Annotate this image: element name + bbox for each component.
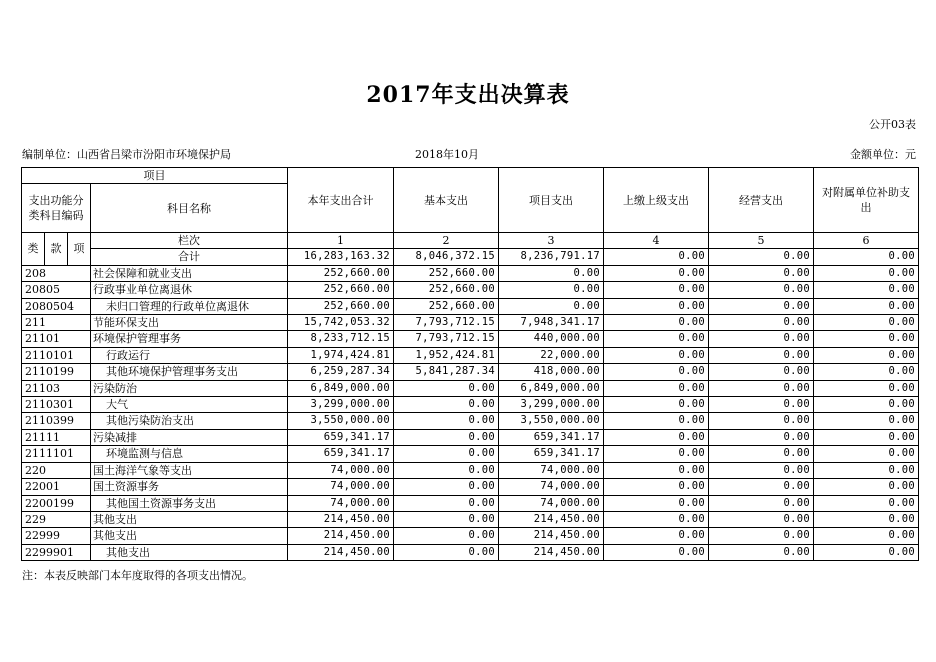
row-value: 0.00 (814, 429, 919, 445)
row-value: 252,660.00 (394, 265, 499, 281)
total-value: 16,283,163.32 (288, 249, 394, 265)
row-value: 659,341.17 (288, 446, 394, 462)
row-value: 6,849,000.00 (499, 380, 604, 396)
row-code: 220 (22, 462, 91, 478)
table-row (22, 413, 919, 429)
row-value: 0.00 (814, 315, 919, 331)
table-row (22, 315, 919, 331)
row-value: 0.00 (814, 282, 919, 298)
row-value: 0.00 (394, 429, 499, 445)
row-subject-name: 节能环保支出 (91, 315, 288, 331)
row-value: 0.00 (604, 544, 709, 560)
row-value: 0.00 (709, 265, 814, 281)
row-value: 0.00 (394, 462, 499, 478)
row-value: 0.00 (814, 265, 919, 281)
row-value: 0.00 (709, 282, 814, 298)
row-value: 8,233,712.15 (288, 331, 394, 347)
row-value: 0.00 (709, 495, 814, 511)
header-col-6: 对附属单位补助支出 (814, 168, 919, 233)
row-value: 0.00 (814, 364, 919, 380)
row-value: 252,660.00 (288, 282, 394, 298)
row-value: 214,450.00 (288, 544, 394, 560)
row-subject-name: 污染防治 (91, 380, 288, 396)
header-lei: 类 (22, 233, 45, 266)
row-value: 74,000.00 (499, 479, 604, 495)
row-code: 21101 (22, 331, 91, 347)
row-value: 7,948,341.17 (499, 315, 604, 331)
header-col-1: 本年支出合计 (288, 168, 394, 233)
row-subject-name: 其他环境保护管理事务支出 (91, 364, 288, 380)
row-value: 214,450.00 (499, 528, 604, 544)
row-code: 20805 (22, 282, 91, 298)
row-value: 0.00 (709, 429, 814, 445)
row-value: 0.00 (814, 462, 919, 478)
row-value: 0.00 (604, 429, 709, 445)
row-value: 0.00 (604, 380, 709, 396)
col-num-1: 1 (288, 233, 394, 249)
row-value: 0.00 (709, 413, 814, 429)
row-value: 74,000.00 (499, 495, 604, 511)
row-value: 7,793,712.15 (394, 331, 499, 347)
row-value: 0.00 (604, 265, 709, 281)
row-value: 0.00 (604, 495, 709, 511)
row-code: 2110101 (22, 347, 91, 363)
total-value: 8,236,791.17 (499, 249, 604, 265)
table-row (22, 446, 919, 462)
header-col-2: 基本支出 (394, 168, 499, 233)
row-code: 21103 (22, 380, 91, 396)
row-subject-name: 大气 (91, 397, 288, 413)
row-value: 15,742,053.32 (288, 315, 394, 331)
col-num-4: 4 (604, 233, 709, 249)
row-subject-name: 其他支出 (91, 528, 288, 544)
header-row-1 (22, 168, 919, 184)
row-value: 214,450.00 (288, 511, 394, 527)
total-row (22, 249, 919, 265)
row-value: 0.00 (499, 265, 604, 281)
row-value: 0.00 (394, 544, 499, 560)
row-subject-name: 其他污染防治支出 (91, 413, 288, 429)
row-code: 2200199 (22, 495, 91, 511)
table-row (22, 462, 919, 478)
row-value: 0.00 (604, 462, 709, 478)
row-subject-name: 社会保障和就业支出 (91, 265, 288, 281)
row-value: 0.00 (709, 315, 814, 331)
row-value: 6,259,287.34 (288, 364, 394, 380)
row-value: 0.00 (814, 331, 919, 347)
row-value: 0.00 (814, 495, 919, 511)
header-col-4: 上缴上级支出 (604, 168, 709, 233)
row-value: 0.00 (709, 331, 814, 347)
row-value: 0.00 (394, 528, 499, 544)
row-value: 0.00 (604, 528, 709, 544)
row-subject-name: 未归口管理的行政单位离退休 (91, 298, 288, 314)
table-row (22, 397, 919, 413)
form-number: 公开03表 (869, 118, 916, 131)
row-subject-name: 行政事业单位离退休 (91, 282, 288, 298)
total-value: 0.00 (709, 249, 814, 265)
row-value: 0.00 (604, 282, 709, 298)
row-value: 0.00 (604, 413, 709, 429)
row-value: 0.00 (814, 511, 919, 527)
table-row (22, 495, 919, 511)
table-row (22, 511, 919, 527)
row-value: 0.00 (604, 511, 709, 527)
table-row (22, 380, 919, 396)
header-kuan: 款 (45, 233, 68, 266)
total-value: 0.00 (814, 249, 919, 265)
row-value: 0.00 (814, 413, 919, 429)
row-value: 0.00 (709, 347, 814, 363)
row-value: 0.00 (814, 397, 919, 413)
row-value: 5,841,287.34 (394, 364, 499, 380)
row-code: 2110199 (22, 364, 91, 380)
row-code: 22001 (22, 479, 91, 495)
row-value: 0.00 (394, 413, 499, 429)
table-row (22, 298, 919, 314)
row-subject-name: 污染减排 (91, 429, 288, 445)
row-subject-name: 其他支出 (91, 511, 288, 527)
row-value: 252,660.00 (288, 265, 394, 281)
row-code: 22999 (22, 528, 91, 544)
row-value: 0.00 (604, 298, 709, 314)
row-code: 21111 (22, 429, 91, 445)
row-value: 252,660.00 (288, 298, 394, 314)
row-value: 3,299,000.00 (499, 397, 604, 413)
row-value: 0.00 (604, 479, 709, 495)
row-value: 0.00 (394, 397, 499, 413)
total-value: 8,046,372.15 (394, 249, 499, 265)
row-value: 0.00 (709, 528, 814, 544)
row-value: 659,341.17 (499, 446, 604, 462)
row-value: 0.00 (709, 380, 814, 396)
row-code: 2111101 (22, 446, 91, 462)
page-title: 2017年支出决算表 (366, 82, 570, 108)
header-col-3: 项目支出 (499, 168, 604, 233)
row-value: 214,450.00 (499, 511, 604, 527)
row-value: 0.00 (814, 544, 919, 560)
footnote: 注：本表反映部门本年度取得的各项支出情况。 (22, 569, 253, 582)
row-value: 1,952,424.81 (394, 347, 499, 363)
row-code: 208 (22, 265, 91, 281)
row-value: 3,299,000.00 (288, 397, 394, 413)
total-label: 合计 (91, 249, 288, 265)
row-value: 1,974,424.81 (288, 347, 394, 363)
row-value: 659,341.17 (288, 429, 394, 445)
row-code: 2299901 (22, 544, 91, 560)
row-subject-name: 国土资源事务 (91, 479, 288, 495)
column-number-row (22, 233, 919, 249)
header-xiang: 项 (68, 233, 91, 266)
row-subject-name: 行政运行 (91, 347, 288, 363)
row-value: 74,000.00 (288, 495, 394, 511)
expenditure-table (21, 167, 919, 561)
row-value: 0.00 (499, 298, 604, 314)
table-row (22, 265, 919, 281)
row-value: 0.00 (709, 544, 814, 560)
row-subject-name: 环境保护管理事务 (91, 331, 288, 347)
row-value: 7,793,712.15 (394, 315, 499, 331)
row-code: 229 (22, 511, 91, 527)
row-value: 0.00 (394, 479, 499, 495)
row-value: 0.00 (499, 282, 604, 298)
row-subject-name: 其他国土资源事务支出 (91, 495, 288, 511)
row-subject-name: 环境监测与信息 (91, 446, 288, 462)
header-project: 项目 (22, 168, 288, 184)
row-value: 0.00 (709, 462, 814, 478)
row-value: 0.00 (394, 511, 499, 527)
row-code: 2110399 (22, 413, 91, 429)
header-func-code: 支出功能分类科目编码 (22, 184, 91, 233)
lanci-label: 栏次 (91, 233, 288, 249)
row-value: 0.00 (709, 364, 814, 380)
row-subject-name: 其他支出 (91, 544, 288, 560)
row-value: 0.00 (814, 347, 919, 363)
row-value: 6,849,000.00 (288, 380, 394, 396)
row-value: 0.00 (709, 298, 814, 314)
row-code: 2080504 (22, 298, 91, 314)
row-value: 0.00 (604, 347, 709, 363)
report-date: 2018年10月 (415, 148, 479, 161)
header-subject-name: 科目名称 (91, 184, 288, 233)
row-value: 440,000.00 (499, 331, 604, 347)
row-value: 3,550,000.00 (288, 413, 394, 429)
row-value: 214,450.00 (499, 544, 604, 560)
row-value: 0.00 (709, 397, 814, 413)
header-col-5: 经营支出 (709, 168, 814, 233)
row-value: 0.00 (604, 331, 709, 347)
row-value: 74,000.00 (499, 462, 604, 478)
table-row (22, 528, 919, 544)
row-value: 0.00 (814, 380, 919, 396)
row-value: 0.00 (814, 528, 919, 544)
row-subject-name: 国土海洋气象等支出 (91, 462, 288, 478)
row-value: 0.00 (394, 495, 499, 511)
table-row (22, 282, 919, 298)
row-value: 3,550,000.00 (499, 413, 604, 429)
row-value: 0.00 (814, 479, 919, 495)
row-value: 252,660.00 (394, 298, 499, 314)
reporting-unit: 编制单位：山西省吕梁市汾阳市环境保护局 (22, 148, 231, 161)
row-value: 0.00 (604, 315, 709, 331)
row-value: 659,341.17 (499, 429, 604, 445)
row-value: 0.00 (604, 364, 709, 380)
col-num-3: 3 (499, 233, 604, 249)
row-value: 214,450.00 (288, 528, 394, 544)
row-value: 0.00 (709, 479, 814, 495)
row-code: 2110301 (22, 397, 91, 413)
row-value: 0.00 (604, 446, 709, 462)
table-row (22, 331, 919, 347)
row-value: 74,000.00 (288, 479, 394, 495)
row-value: 0.00 (709, 446, 814, 462)
row-value: 74,000.00 (288, 462, 394, 478)
col-num-2: 2 (394, 233, 499, 249)
table-row (22, 544, 919, 560)
row-value: 0.00 (814, 298, 919, 314)
table-row (22, 347, 919, 363)
table-row (22, 429, 919, 445)
row-value: 0.00 (814, 446, 919, 462)
row-value: 418,000.00 (499, 364, 604, 380)
table-row (22, 479, 919, 495)
col-num-5: 5 (709, 233, 814, 249)
table-row (22, 364, 919, 380)
row-value: 0.00 (394, 446, 499, 462)
row-code: 211 (22, 315, 91, 331)
row-value: 0.00 (709, 511, 814, 527)
row-value: 0.00 (394, 380, 499, 396)
total-value: 0.00 (604, 249, 709, 265)
row-value: 22,000.00 (499, 347, 604, 363)
col-num-6: 6 (814, 233, 919, 249)
currency-unit: 金额单位：元 (850, 148, 916, 161)
row-value: 0.00 (604, 397, 709, 413)
row-value: 252,660.00 (394, 282, 499, 298)
